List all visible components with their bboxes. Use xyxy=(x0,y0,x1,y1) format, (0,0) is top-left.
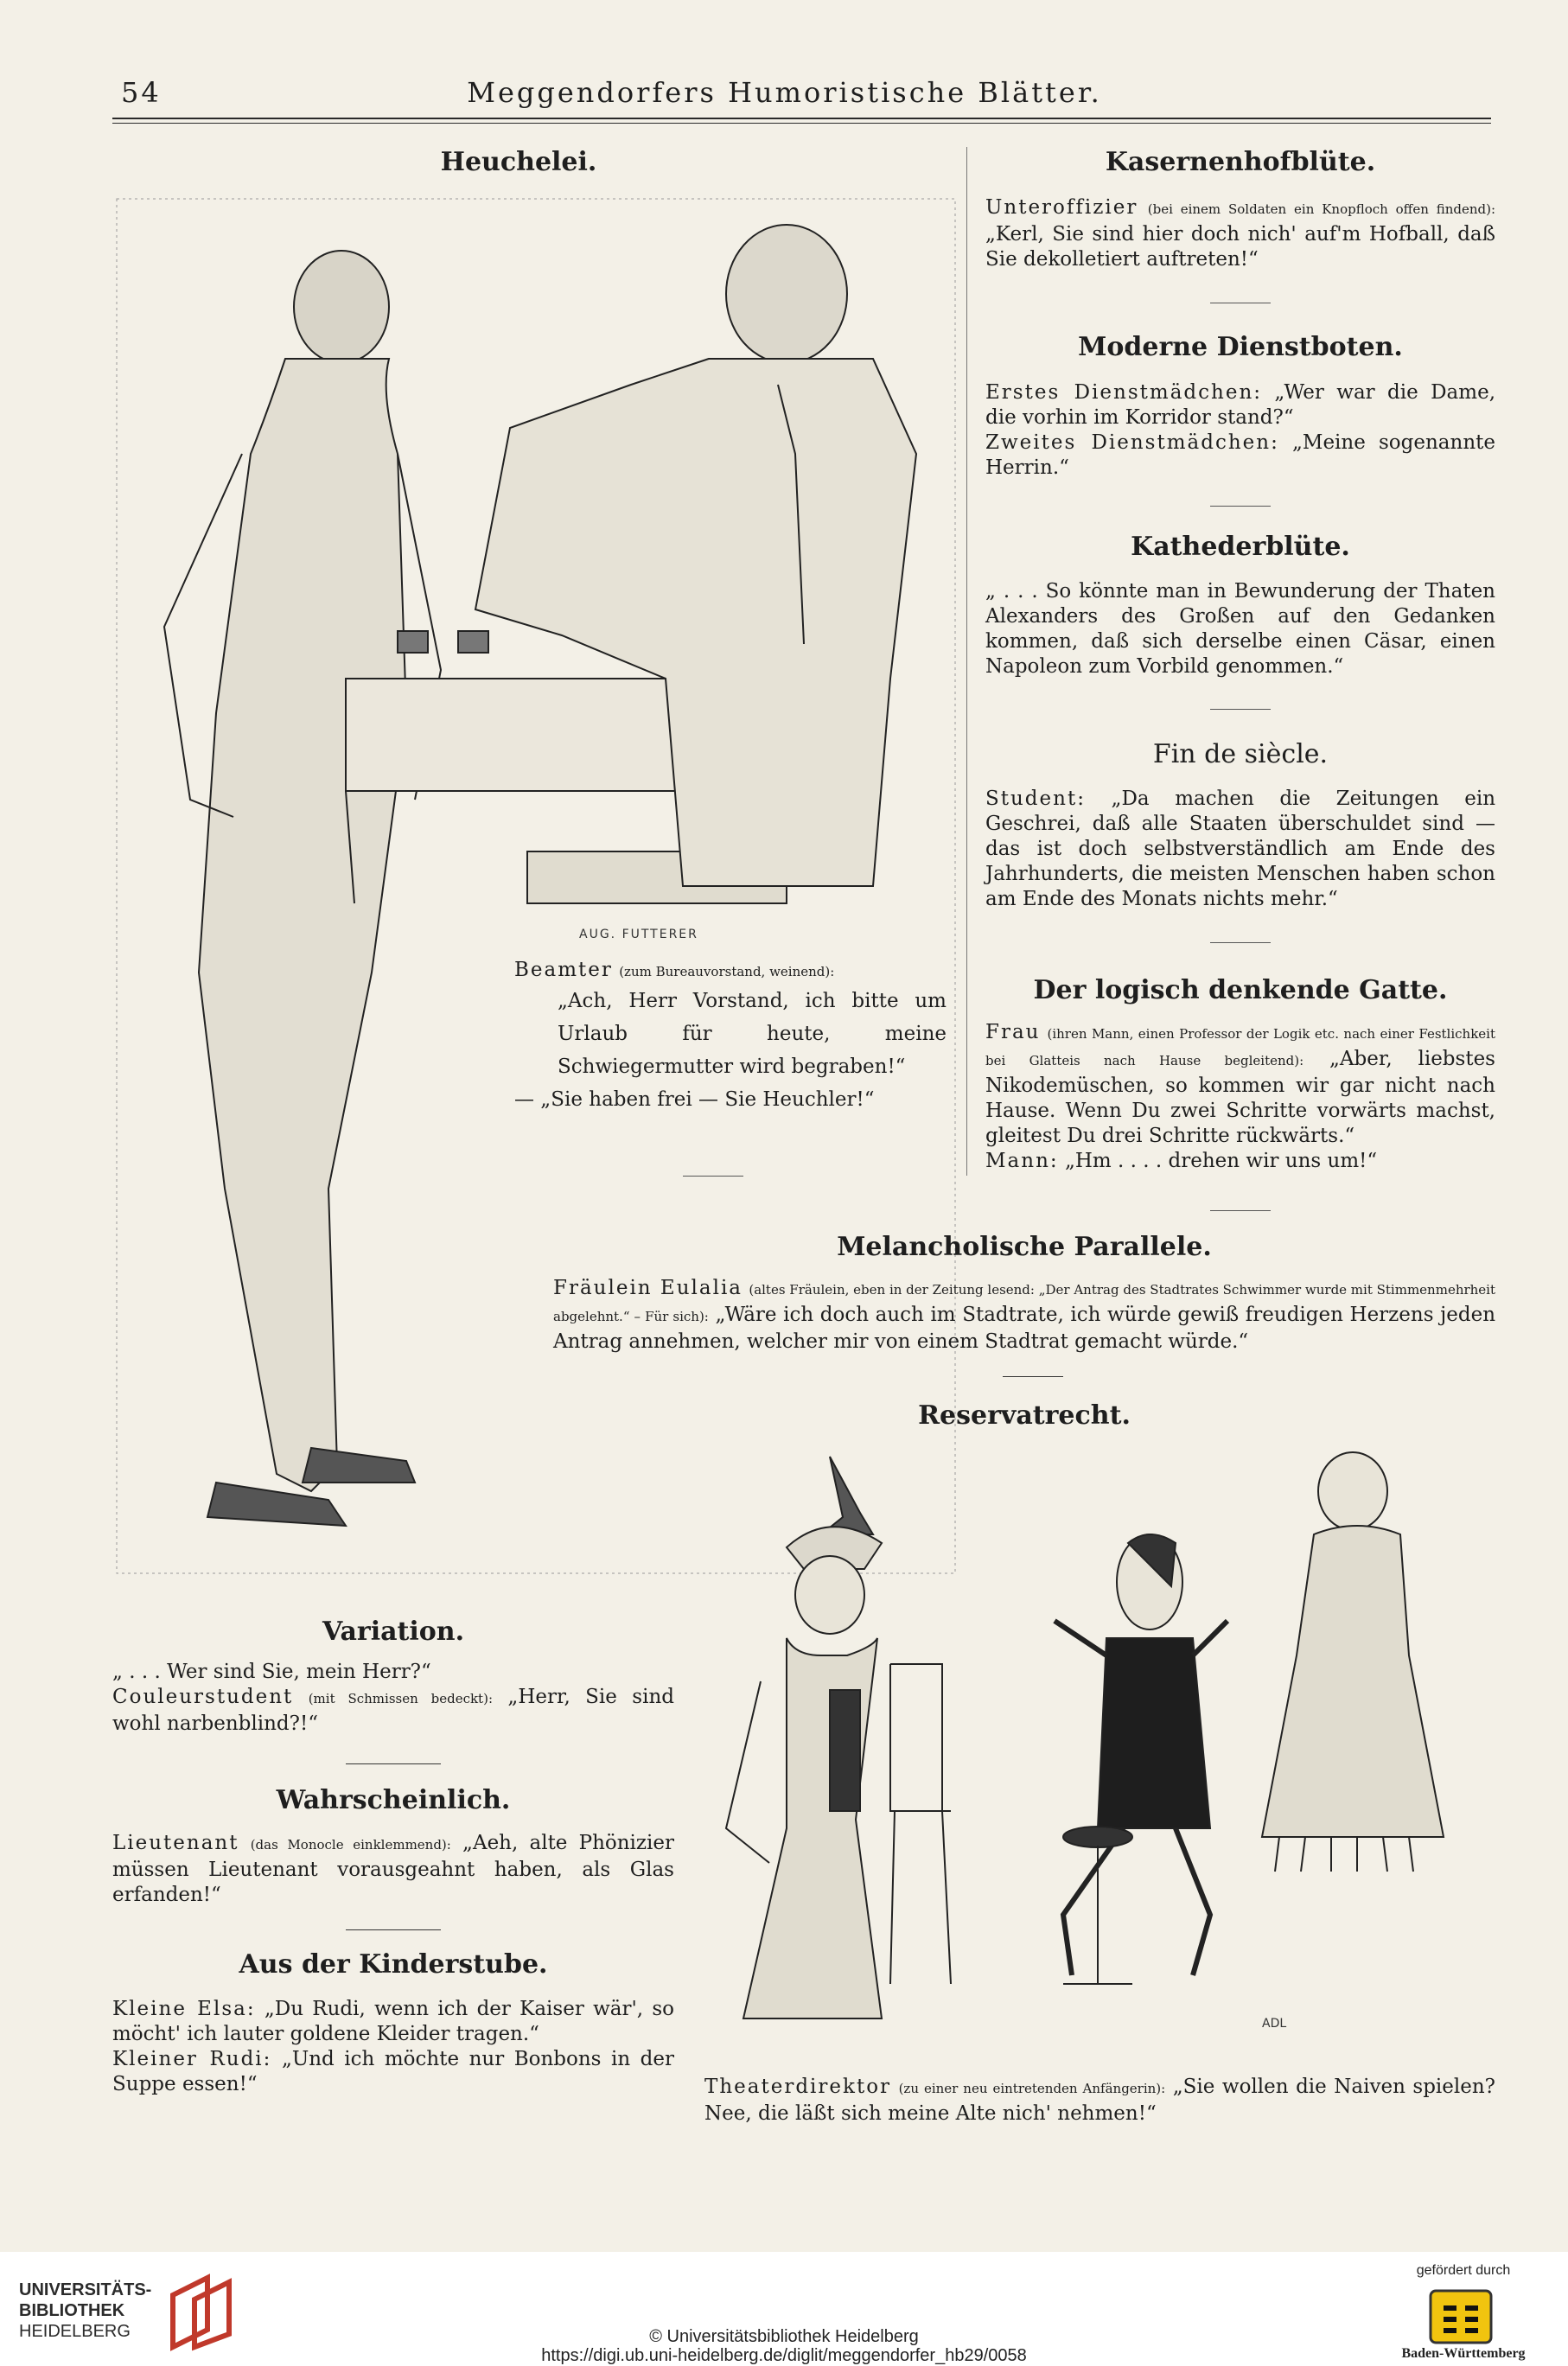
page-number: 54 xyxy=(121,76,162,109)
ornament xyxy=(1210,942,1271,945)
futterer-signature: AUG. FUTTERER xyxy=(579,928,698,941)
wahrscheinlich-text: Lieutenant (das Monocle einklemmend): „Aeh, alte Phönizier müssen Lieutenant vorausgeahnt haben, als Glas erfanden!“ xyxy=(112,1832,674,1906)
melancholische-parallele-title: Melancholische Parallele. xyxy=(837,1232,1212,1262)
caption-direction: (zum Bureauvorstand, weinend): xyxy=(619,964,835,979)
reservatrecht-caption: Theaterdirektor (zu einer neu eintretenden Anfängerin): „Sie wollen die Naiven spielen? Nee, die läßt sich meine Alte nich' nehmen!“ xyxy=(704,2076,1495,2125)
adl-signature: ADL xyxy=(1262,2017,1287,2031)
running-header xyxy=(112,76,1456,111)
ornament xyxy=(1210,506,1271,508)
ornament xyxy=(1210,303,1271,305)
divider xyxy=(346,1929,441,1930)
heuchelei-caption xyxy=(514,958,947,1116)
state-name: Baden-Württemberg xyxy=(1401,2346,1526,2361)
moderne-dienstboten-title: Moderne Dienstboten. xyxy=(1078,332,1403,362)
ornament xyxy=(1210,709,1271,711)
copyright: © Universitätsbibliothek Heidelberg xyxy=(649,2327,919,2346)
caption-reply: — „Sie haben frei — Sie Heuchler!“ xyxy=(514,1088,875,1111)
melancholische-parallele-text: Fräulein Eulalia (altes Fräulein, eben in der Zeitung lesend: „Der Antrag des Stadtrates Schwimmer wurde mit Stimmenmehrheit abgelehnt.“ – Für sich): „Wäre ich doch auch im Stadtrate, ich würde gewiß freudigen Herzens jeden Antrag annehmen, welcher mir von einem Stadtrat gemacht würde.“ xyxy=(553,1277,1496,1353)
fin-de-siecle-title: Fin de siècle. xyxy=(1152,739,1329,769)
header-rule-thin xyxy=(112,123,1491,124)
reservatrecht-title: Reservatrecht. xyxy=(918,1400,1131,1431)
variation-title: Variation. xyxy=(322,1617,465,1647)
source-url[interactable]: https://digi.ub.uni-heidelberg.de/diglit/meggendorfer_hb29/0058 xyxy=(541,2346,1027,2365)
kasernenhofbluete-text: Unteroffizier (bei einem Soldaten ein Knopfloch offen findend): „Kerl, Sie sind hier doch nich' auf'm Hofball, daß Sie dekolletiert auftreten!“ xyxy=(985,196,1496,271)
heuchelei-illustration xyxy=(112,195,959,1578)
library-logo-text: UNIVERSITÄTS- BIBLIOTHEK HEIDELBERG xyxy=(19,2280,152,2341)
kathederbluete-text: „ . . . So könnte man in Bewunderung der Thaten Alexanders des Großen auf den Gedanken kommen, daß sich derselbe einen Cäsar, einen Napoleon zum Vorbild genommen.“ xyxy=(985,580,1495,678)
logisch-denkende-gatte-text: Frau (ihren Mann, einen Professor der Logik etc. nach einer Festlichkeit bei Glatteis nach Hause begleitend): „Aber, liebstes Nikodemüschen, so kommen wir gar nicht nach Hause. Wenn Du zwei Schritte vorwärts machst, gleitest Du drei Schritte rückwärts.“ Mann: „Hm . . . . drehen wir uns um!“ xyxy=(985,1021,1496,1172)
moderne-dienstboten-text: Erstes Dienstmädchen: „Wer war die Dame, die vorhin im Korridor stand?“ Zweites Dienstmädchen: „Meine sogenannte Herrin.“ xyxy=(985,381,1495,479)
ornament xyxy=(683,1176,743,1178)
logisch-denkende-gatte-title: Der logisch denkende Gatte. xyxy=(1033,975,1448,1005)
funded-by: gefördert durch xyxy=(1416,2263,1511,2278)
kinderstube-text: Kleine Elsa: „Du Rudi, wenn ich der Kaiser wär', so möcht' ich lauter goldene Kleider tragen.“ Kleiner Rudi: „Und ich möchte nur Bonbons in der Suppe essen!“ xyxy=(112,1998,675,2095)
baden-wuerttemberg-crest-icon xyxy=(1426,2286,1495,2347)
wahrscheinlich-title: Wahrscheinlich. xyxy=(276,1785,511,1815)
divider xyxy=(1003,1376,1063,1377)
kasernenhofbluete-title: Kasernenhofblüte. xyxy=(1105,147,1376,177)
kinderstube-title: Aus der Kinderstube. xyxy=(239,1949,548,1980)
ornament xyxy=(1210,1210,1271,1213)
heuchelei-title: Heuchelei. xyxy=(440,147,597,177)
caption-speaker: Beamter xyxy=(514,959,613,981)
header-rule xyxy=(112,118,1491,119)
fin-de-siecle-text: Student: „Da machen die Zeitungen ein Geschrei, daß alle Staaten überschuldet sind — das ist doch selbstverständlich am Ende des Jahrhunderts, die meisten Menschen haben schon am Ende des Monats nichts mehr.“ xyxy=(985,788,1496,910)
kathederbluete-title: Kathederblüte. xyxy=(1131,532,1350,562)
caption-text: „Ach, Herr Vorstand, ich bitte um Urlaub für heute, meine Schwiegermutter wird begraben!“ xyxy=(558,990,947,1078)
reservatrecht-illustration xyxy=(692,1431,1513,2053)
divider xyxy=(346,1763,441,1764)
column-divider xyxy=(966,147,967,1176)
journal-title: Meggendorfers Humoristische Blätter. xyxy=(467,76,1102,109)
variation-text: „ . . . Wer sind Sie, mein Herr?“ Couleurstudent (mit Schmissen bedeckt): „Herr, Sie sind wohl narbenblind?!“ xyxy=(112,1661,674,1735)
